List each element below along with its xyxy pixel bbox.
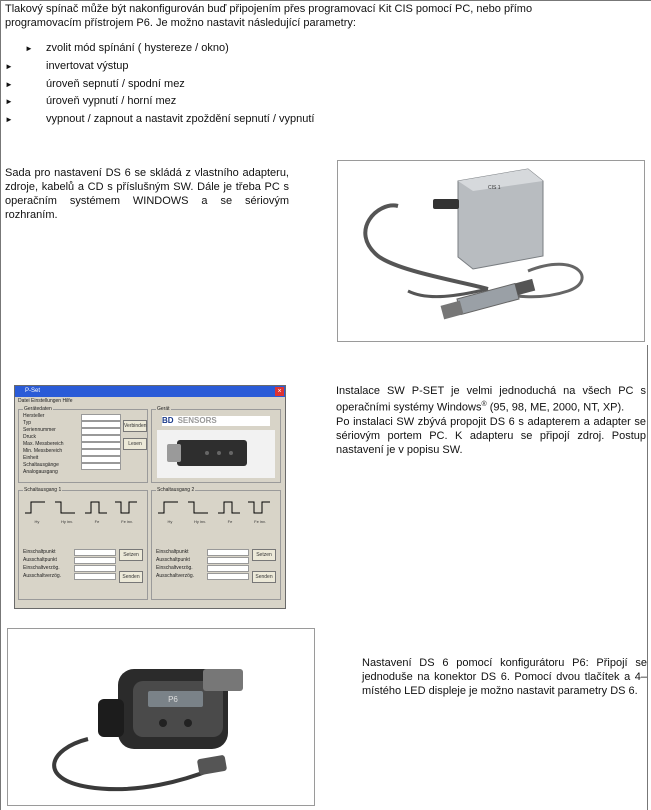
row-label: Druck — [23, 434, 37, 440]
row-label: Typ — [23, 420, 32, 426]
value-field[interactable] — [207, 573, 249, 580]
device-data-group — [18, 406, 148, 483]
group-title: Gerät — [157, 406, 170, 412]
row-label: Einheit — [23, 455, 39, 461]
intro-paragraph — [5, 2, 635, 30]
frame-left — [0, 0, 1, 810]
value-field[interactable] — [74, 573, 116, 580]
install-text: Instalace SW P-SET je velmi jednoduchá na všech PC s operačními systémy Windows — [336, 385, 646, 414]
send-button[interactable]: Senden — [119, 571, 143, 583]
frame-right-lower — [647, 345, 648, 810]
kit-photo — [338, 161, 644, 341]
install-text-tail: (95, 98, ME, 2000, NT, XP). — [486, 401, 625, 414]
value-field[interactable] — [81, 421, 121, 428]
p6-display-label: P6 — [168, 695, 178, 704]
signal-label: Hy inv. — [61, 519, 73, 524]
kit-photo-frame — [337, 160, 645, 342]
value-field[interactable] — [74, 565, 116, 572]
adapter-model: CIS 1 — [488, 185, 501, 191]
intro-line-1: Tlakový spínač může být nakonfigurován buď připojením přes programovací Kit CIS pomocí PC, nebo přímo — [5, 3, 533, 15]
switch-output-1-group — [18, 487, 148, 600]
row-label: Einschaltpunkt — [23, 549, 56, 555]
row-label: Ausschaltverzög. — [156, 573, 195, 579]
value-field[interactable] — [81, 414, 121, 421]
send-button[interactable]: Senden — [252, 571, 276, 583]
group-title: Schaltausgang 1 — [24, 487, 62, 493]
window-title: P-Set — [25, 388, 41, 394]
intro-line-2: programovacím přístrojem P6. Je možno nastavit následující parametry: — [5, 17, 356, 29]
row-label: Ausschaltpunkt — [156, 557, 190, 563]
row-label: Schaltausgänge — [23, 462, 59, 468]
bullet-arrow-icon: ► — [25, 44, 33, 53]
registered-mark: ® — [481, 401, 487, 408]
row-label: Max. Messbereich — [23, 441, 64, 447]
row-label: Ausschaltverzög. — [23, 573, 62, 579]
signal-label: Hy — [34, 519, 40, 524]
value-field[interactable] — [207, 565, 249, 572]
row-label: Hersteller — [23, 413, 45, 419]
parameter-list — [5, 40, 314, 129]
connect-text: Po instalaci SW zbývá propojit DS 6 s adapterem a adapter se sériovým portem PC. K adapteru se připojí zdroj. Postup nastavení je v popisu SW. — [336, 415, 646, 456]
bullet-arrow-icon: ► — [5, 115, 13, 125]
list-item: ► úroveň sepnutí / spodní mez — [5, 76, 314, 94]
signal-label: Fe — [94, 519, 100, 524]
value-field[interactable] — [81, 442, 121, 449]
connect-button[interactable]: Verbinden — [123, 420, 147, 432]
row-label: Analogausgang — [23, 469, 58, 475]
value-field[interactable] — [207, 557, 249, 564]
read-button[interactable]: Lesen — [123, 438, 147, 450]
value-field[interactable] — [81, 463, 121, 470]
list-item: ► zvolit mód spínání ( hystereze / okno) — [5, 40, 314, 58]
group-title: Gerätedaten — [24, 406, 52, 412]
signal-label: Hy inv. — [194, 519, 206, 524]
row-label: Ausschaltpunkt — [23, 557, 57, 563]
window-menu[interactable]: Datei Einstellungen Hilfe — [18, 398, 73, 404]
value-field[interactable] — [207, 549, 249, 556]
value-field[interactable] — [74, 557, 116, 564]
kit-paragraph: Sada pro nastavení DS 6 se skládá z vlastního adapteru, zdroje, kabelů a CD s příslušným SW. Dále je třeba PC s operačním systémem WINDOWS a se sériovým rozhraním. — [5, 167, 289, 221]
signal-label: Hy — [167, 519, 173, 524]
group-title: Schaltausgang 2 — [157, 487, 195, 493]
switch-output-2-group — [151, 487, 281, 600]
value-field[interactable] — [81, 456, 121, 463]
signal-label: Fe inv. — [254, 519, 266, 524]
value-field[interactable] — [74, 549, 116, 556]
row-label: Einschaltpunkt — [156, 549, 189, 555]
row-label: Einschaltverzög. — [23, 565, 60, 571]
value-field[interactable] — [81, 435, 121, 442]
close-icon[interactable]: × — [275, 387, 284, 396]
list-item: ► invertovat výstup — [5, 58, 314, 76]
p6-photo — [8, 629, 314, 805]
apply-button[interactable]: Setzen — [119, 549, 143, 561]
device-image-group — [151, 406, 281, 483]
row-label: Min. Messbereich — [23, 448, 63, 454]
bullet-arrow-icon: ► — [5, 79, 13, 89]
pset-window — [14, 385, 286, 609]
list-item: ► vypnout / zapnout a nastavit zpoždění sepnutí / vypnutí — [5, 111, 314, 129]
p6-photo-frame — [7, 628, 315, 806]
signal-shapes — [23, 499, 143, 515]
bullet-arrow-icon: ► — [5, 61, 13, 71]
row-label: Einschaltverzög. — [156, 565, 193, 571]
signal-label: Fe inv. — [121, 519, 133, 524]
signal-shapes — [156, 499, 276, 515]
software-paragraph — [336, 384, 646, 457]
signal-label: Fe — [227, 519, 233, 524]
value-field[interactable] — [81, 449, 121, 456]
top-rule — [0, 0, 651, 1]
value-field[interactable] — [81, 428, 121, 435]
device-photo — [157, 430, 275, 478]
apply-button[interactable]: Setzen — [252, 549, 276, 561]
bullet-arrow-icon: ► — [5, 97, 13, 107]
list-item: ► úroveň vypnutí / horní mez — [5, 93, 314, 111]
bd-sensors-logo: BD SENSORS — [162, 416, 270, 426]
p6-paragraph: Nastavení DS 6 pomocí konfigurátoru P6: Připojí se jednoduše na konektor DS 6. Pomocí dvou tlačítek a 4–místého LED displeje je možno nastavit parametry DS 6. — [362, 657, 647, 697]
row-label: Seriennummer — [23, 427, 56, 433]
window-titlebar — [15, 386, 285, 397]
